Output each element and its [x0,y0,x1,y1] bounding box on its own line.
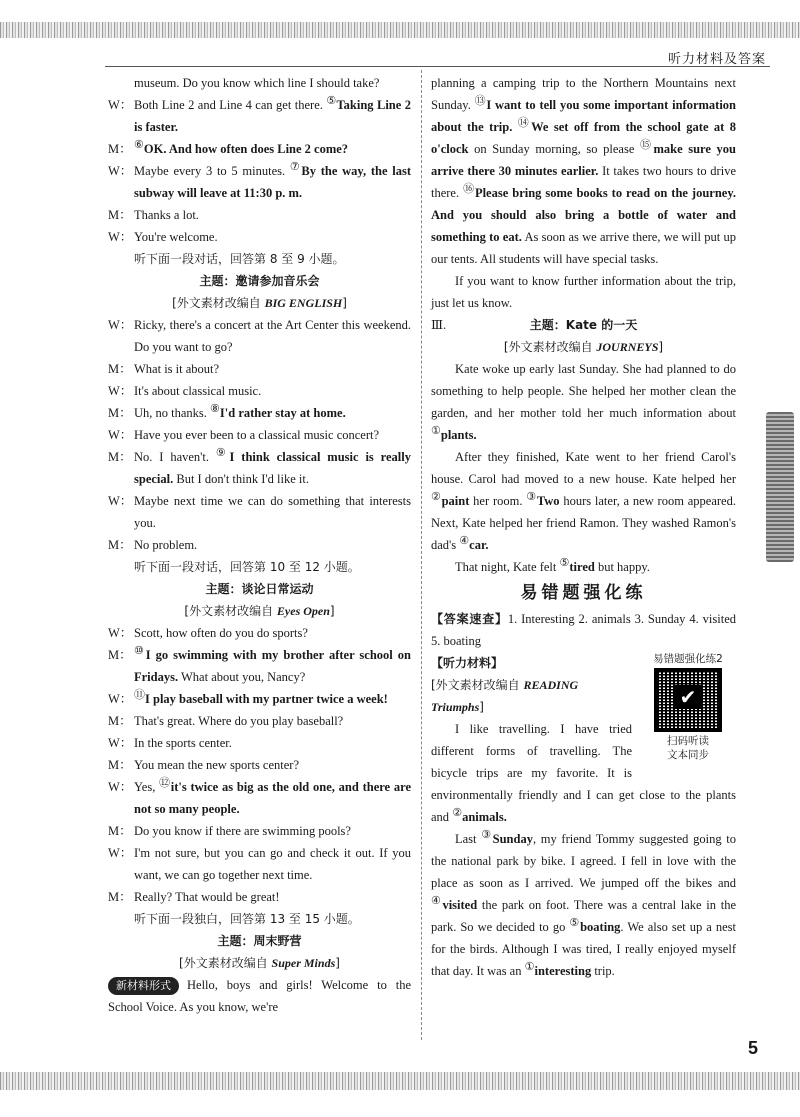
dialogue-line: W： Maybe next time we can do something that interests you. [108,494,411,530]
source-note: [外文素材改编自 BIG ENGLISH] [172,296,347,310]
section-heading: Ⅲ. 主题：Kate 的一天 [431,318,638,332]
paragraph: After they finished, Kate went to her friend Carol's house. Carol had moved to a new house. Kate helped her ②paint her room. ③Two hours later, a new room appeared. Next, Kate helped her friend Ramon. They washed Ramon's dad's ④car. [431,450,736,552]
qr-caption: 扫码听读 [667,735,709,747]
source-note: [外文素材改编自 Super Minds] [179,956,340,970]
header-rule [105,66,770,67]
side-thumb-tab [766,412,794,562]
instruction: 听下面一段对话，回答第 8 至 9 小题。 [134,252,345,266]
dialogue-line: M： Thanks a lot. [108,208,199,222]
qr-title: 易错题强化练2 [653,653,723,665]
dialogue-line: W： You're welcome. [108,230,218,244]
monologue-start: 新材料形式 Hello, boys and girls! Welcome to the School Voice. As you know, we're [108,978,411,1014]
answer-key: 【答案速查】1. Interesting 2. animals 3. Sunday 4. visited 5. boating [431,612,736,648]
dialogue-line: W： Ricky, there's a concert at the Art Center this weekend. Do you want to go? [108,318,411,354]
text-line: museum. Do you know which line I should take? [134,76,380,90]
dialogue-line: M： No. I haven't. ⑨I think classical music is really special. But I don't think I'd like it. [108,446,411,486]
dialogue-line: M： ⑥OK. And how often does Line 2 come? [108,138,349,156]
dialogue-line: W： Both Line 2 and Line 4 can get there. ⑤Taking Line 2 is faster. [108,94,411,134]
topic-heading: 主题：周末野营 [217,934,302,948]
dialogue-line: W： Have you ever been to a classical music concert? [108,428,380,442]
dialogue-line: M： Really? That would be great! [108,890,280,904]
paragraph: Kate woke up early last Sunday. She had planned to do something to help people. She helped her mother clean the garden, and her mother told her much information about ①plants. [431,362,736,442]
dialogue-line: W： In the sports center. [108,736,232,750]
paragraph: If you want to know further information about the trip, just let us know. [431,274,736,310]
dialogue-line: W： It's about classical music. [108,384,262,398]
listening-block [431,652,736,982]
paragraph: I like travelling. I have tried different forms of travelling. The bicycle trips are my favorite. It is environmentally friendly and I can get close to the plants and ②animals. [431,722,736,824]
qr-block [640,652,736,762]
running-header: 听力材料及答案 [667,52,766,67]
dialogue-line: M： ⑩I go swimming with my brother after school on Fridays. What about you, Nancy? [108,644,411,684]
column-divider [421,70,422,1040]
new-material-tag: 新材料形式 [108,977,179,995]
dialogue-line: W： Scott, how often do you do sports? [108,626,308,640]
dialogue-line: W： Maybe every 3 to 5 minutes. ⑦By the way, the last subway will leave at 11:30 p. m. [108,160,411,200]
paragraph: planning a camping trip to the Northern Mountains next Sunday. ⑬I want to tell you some important information about the trip. ⑭We set off from the school gate at 8 o'clock on Sunday morning, so please ⑮make sure you arrive there 30 minutes earlier. It takes two hours to drive there. ⑯Please bring some books to read on the journey. And you should also bring a bottle of water and something to eat. As soon as we arrive there, we will put up our tents. All students will have special tasks. [431,76,737,266]
topic-heading: 主题：邀请参加音乐会 [199,274,320,288]
instruction: 听下面一段对话，回答第 10 至 12 小题。 [134,560,360,574]
dialogue-line: M： That's great. Where do you play baseball? [108,714,344,728]
paragraph: Last ③Sunday, my friend Tommy suggested going to the national park by bike. I agreed. I fell in love with the place as soon as I arrived. We jumped off the bikes and ④visited the park on foot. There was a central lake in the park. So we decided to go ⑤boating. We also set up a nest for the birds. Although I was tired, I really enjoyed myself that day. It was an ①interesting trip. [431,828,736,978]
right-column [431,72,736,982]
dialogue-line: M： What is it about? [108,362,220,376]
dialogue-line: W： I'm not sure, but you can go and check it out. If you want, we can go together next time. [108,846,411,882]
page-number: 5 [747,1038,758,1058]
qr-code[interactable] [654,668,722,732]
paragraph: That night, Kate felt ⑤tired but happy. [455,556,650,574]
dialogue-line: W： ⑪I play baseball with my partner twice a week! [108,688,388,706]
topic-heading: 主题：谈论日常运动 [205,582,314,596]
bottom-pattern-band [0,1072,800,1090]
section-title: 易错题强化练 [520,583,647,603]
instruction: 听下面一段独白，回答第 13 至 15 小题。 [134,912,360,926]
qr-caption: 文本同步 [667,749,709,761]
source-note: [外文素材改编自 JOURNEYS] [503,340,664,354]
dialogue-line: M： You mean the new sports center? [108,758,300,772]
dialogue-line: M： Do you know if there are swimming pools? [108,824,351,838]
dialogue-line: W： Yes, ⑫it's twice as big as the old one, and there are not so many people. [108,776,411,816]
source-note: [外文素材改编自 READING Triumphs] [431,678,579,714]
listening-label: 【听力材料】 [431,656,504,670]
check-icon: ✔ [675,685,701,709]
left-column [108,72,411,1018]
top-pattern-band [0,22,800,38]
dialogue-line: M： No problem. [108,538,198,552]
dialogue-line: M： Uh, no thanks. ⑧I'd rather stay at home. [108,402,346,420]
source-note: [外文素材改编自 Eyes Open] [184,604,335,618]
